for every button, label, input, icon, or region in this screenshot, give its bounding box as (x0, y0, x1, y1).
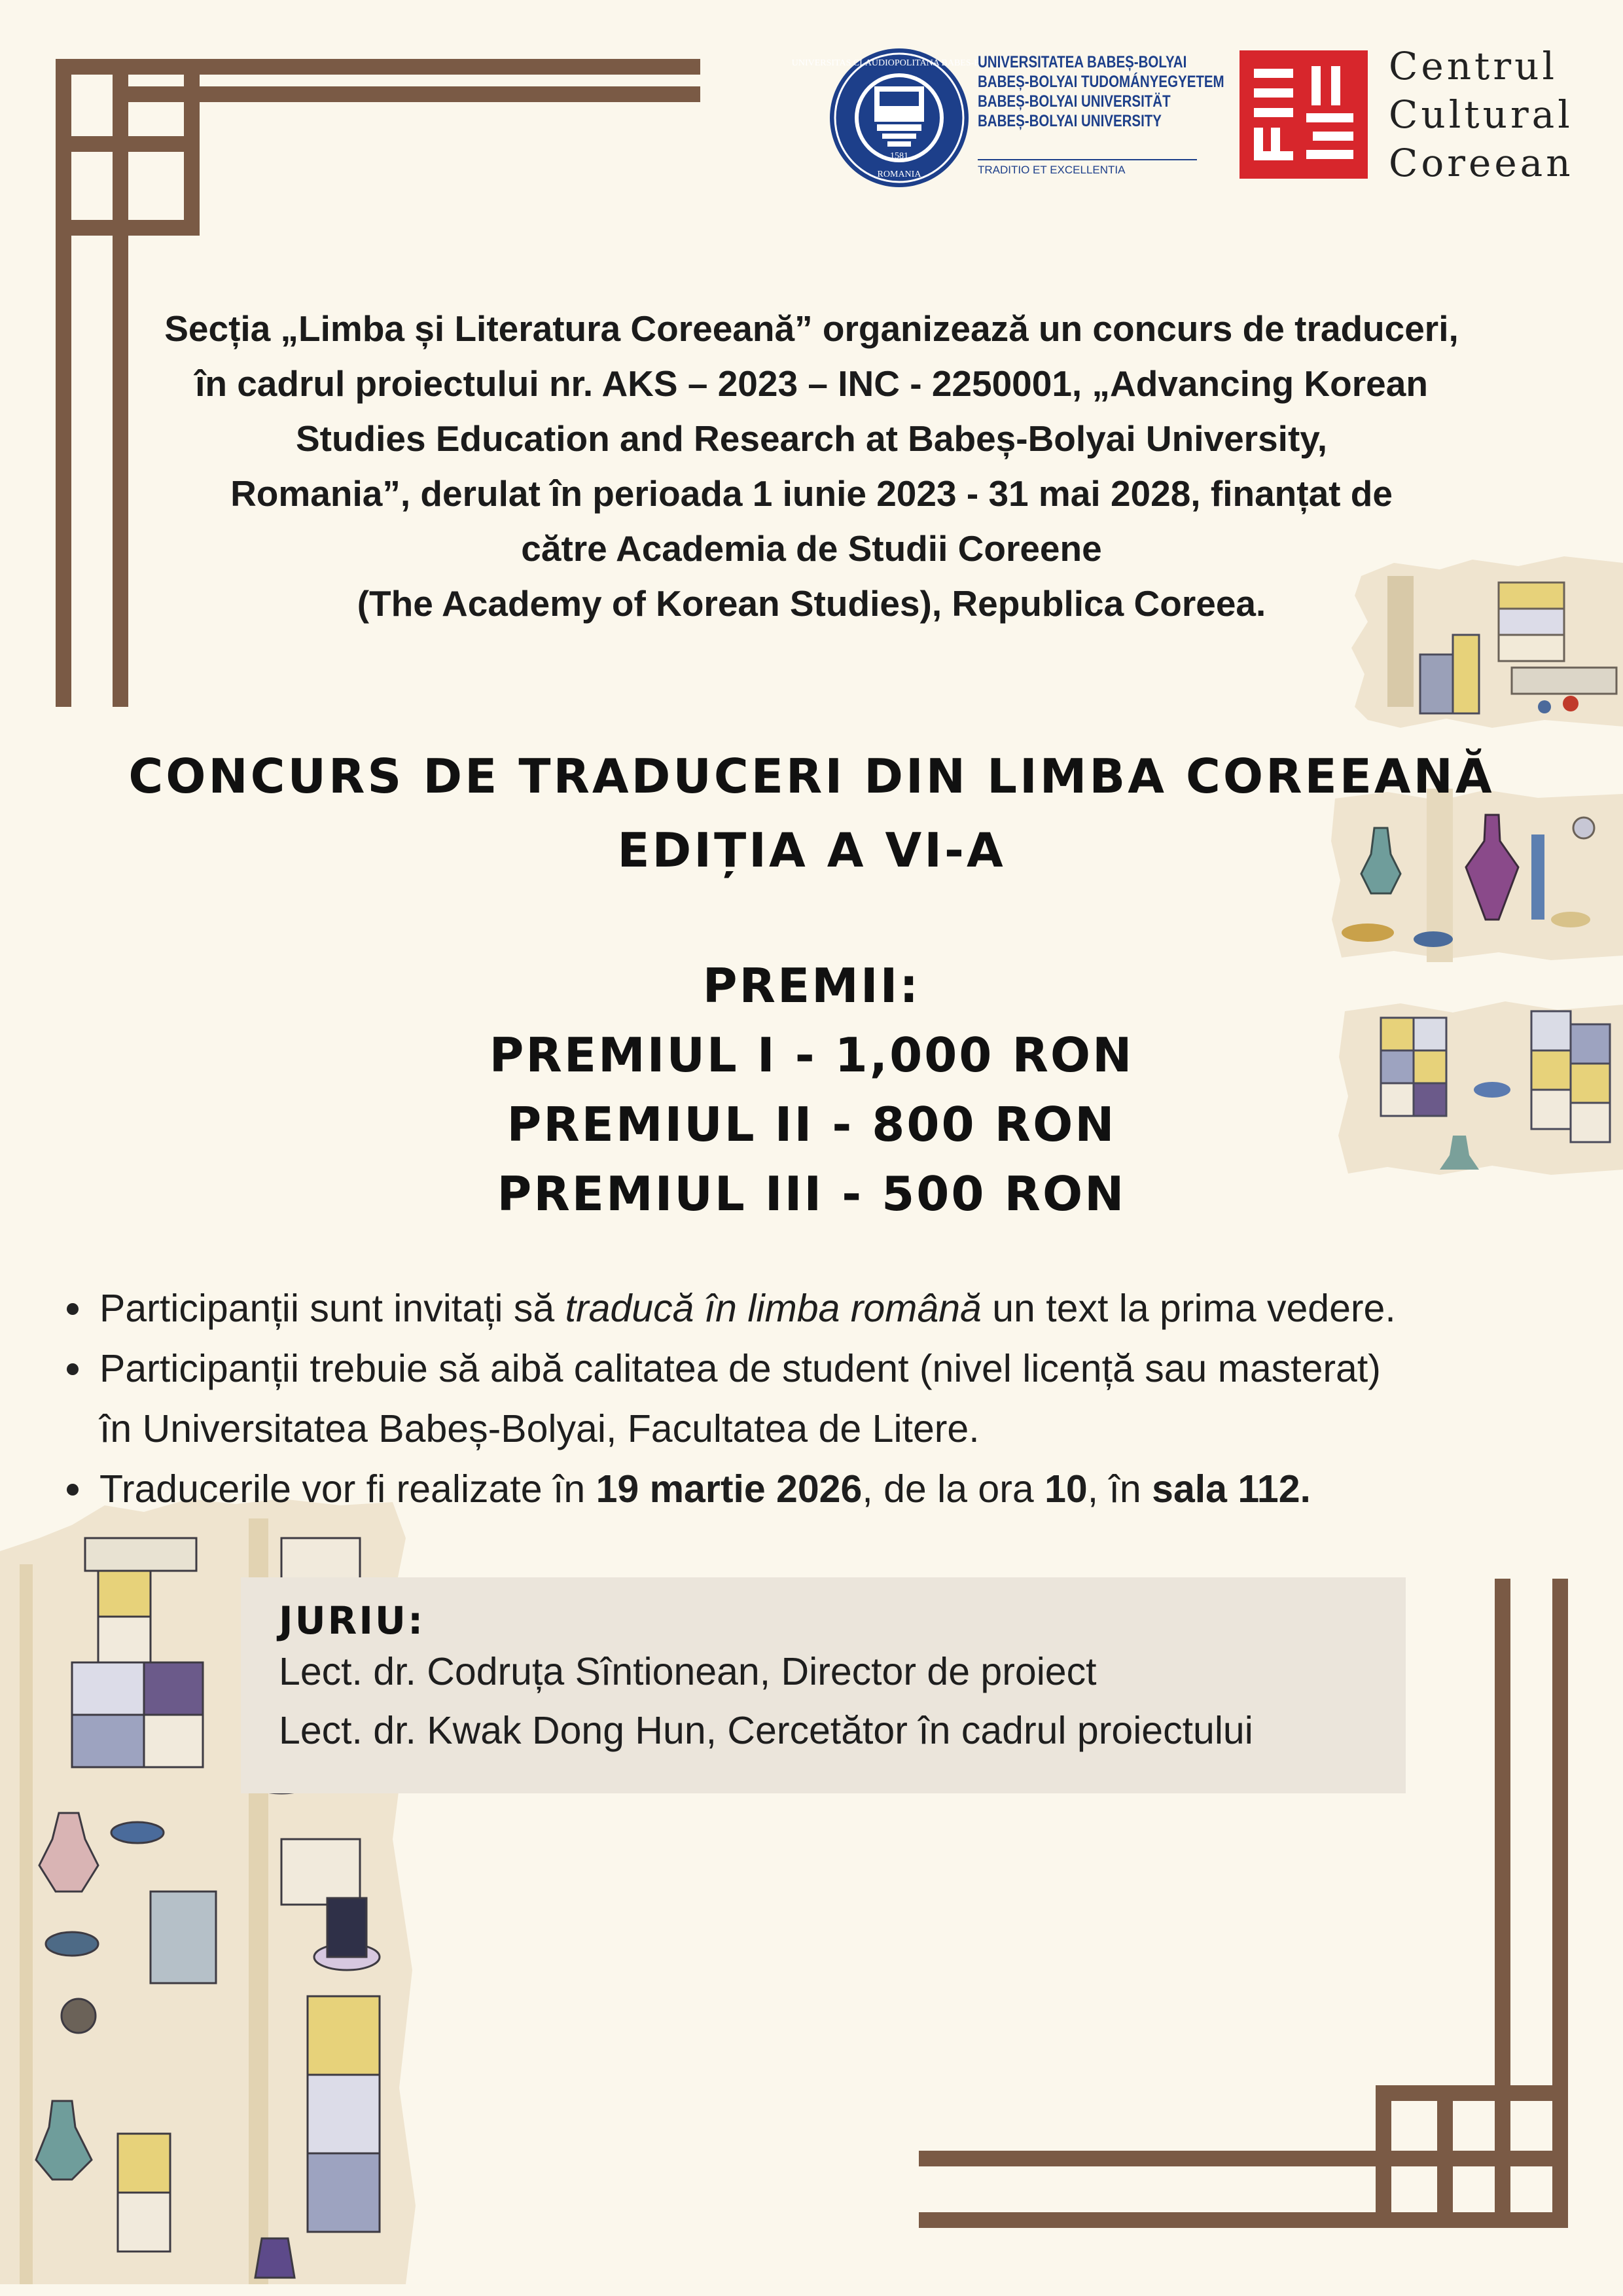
jury-member: Lect. dr. Kwak Dong Hun, Cercetător în cadrul proiectului (279, 1709, 1253, 1752)
ccc-line-3: Coreean (1389, 141, 1574, 185)
ubb-name-en: BABEȘ-BOLYAI UNIVERSITY (978, 112, 1162, 130)
ubb-name-ro: UNIVERSITATEA BABEȘ-BOLYAI (978, 53, 1187, 71)
prize-item: PREMIUL III - 500 RON (497, 1166, 1126, 1221)
ubb-name-hu: BABEȘ-BOLYAI TUDOMÁNYEGYETEM (978, 73, 1224, 91)
contest-title (39, 740, 1584, 888)
rule-text: , în (1087, 1467, 1152, 1511)
intro-line: către Academia de Studii Coreene (521, 528, 1102, 569)
ubb-motto: TRADITIO ET EXCELLENTIA (978, 164, 1126, 176)
ubb-name-de: BABEȘ-BOLYAI UNIVERSITÄT (978, 92, 1171, 111)
intro-line: Romania”, derulat în perioada 1 iunie 2023 - 31 mai 2028, finanțat de (230, 473, 1393, 514)
ubb-seal-country: ROMANIA (877, 170, 921, 179)
rule-item (65, 1338, 1597, 1399)
prize-item: PREMIUL II - 800 RON (507, 1097, 1116, 1152)
intro-line: Studies Education and Research at Babeș-Bolyai University, (295, 418, 1328, 459)
contest-title-line-1: CONCURS DE TRADUCERI DIN LIMBA COREEANĂ (128, 749, 1495, 804)
bullet-dot-icon (67, 1303, 79, 1315)
rule-item-continuation: în Universitatea Babeș-Bolyai, Facultatea de Litere. (99, 1407, 980, 1450)
ubb-seal-year: 1581 (890, 151, 908, 161)
intro-paragraph (39, 301, 1584, 631)
intro-line: în cadrul proiectului nr. AKS – 2023 – INC - 2250001, „Advancing Korean (195, 363, 1428, 404)
ubb-name-block (978, 52, 1224, 131)
prize-item: PREMIUL I - 1,000 RON (489, 1028, 1134, 1083)
contest-edition: EDIȚIA A VI-A (617, 823, 1006, 878)
jury-member: Lect. dr. Codruța Sîntionean, Director de proiect (279, 1650, 1097, 1693)
intro-line: Secția „Limba și Literatura Coreeană” organizează un concurs de traduceri, (164, 308, 1459, 349)
intro-line: (The Academy of Korean Studies), Republica Coreea. (357, 583, 1266, 624)
korean-cultural-center-name (1389, 42, 1574, 187)
rule-text: , de la ora (862, 1467, 1045, 1511)
contest-hour: 10 (1044, 1467, 1088, 1511)
bullet-dot-icon (67, 1363, 79, 1375)
ccc-line-1: Centrul (1389, 44, 1558, 88)
rule-item (65, 1459, 1597, 1519)
rule-text: Traducerile vor fi realizate în (99, 1467, 596, 1511)
rule-text: Participanții sunt invitați să (99, 1287, 565, 1330)
ubb-seal-ring-text: UNIVERSITAS CLAUDIOPOLITANA BABES-BOLYAI (791, 58, 1007, 68)
korean-cultural-center-logo (1240, 50, 1368, 179)
jury-heading: JURIU: (279, 1598, 425, 1643)
bullet-dot-icon (67, 1484, 79, 1496)
contest-room: sala 112. (1152, 1467, 1311, 1511)
rules-list (65, 1278, 1597, 1519)
ubb-seal-logo (791, 46, 1007, 190)
rule-text: Participanții trebuie să aibă calitatea de student (nivel licență sau masterat) (99, 1347, 1381, 1390)
contest-date: 19 martie 2026 (596, 1467, 863, 1511)
chaekgeori-fragment-right-bottom (1335, 998, 1623, 1178)
jury-box (241, 1577, 1406, 1793)
rule-text: un text la prima vedere. (981, 1287, 1396, 1330)
rule-item (65, 1278, 1597, 1338)
prizes-heading: PREMII: (702, 958, 921, 1013)
rule-emphasis: traducă în limba română (565, 1287, 982, 1330)
ubb-divider (978, 159, 1197, 160)
prizes-section (458, 951, 1165, 1229)
ccc-line-2: Cultural (1389, 92, 1573, 137)
